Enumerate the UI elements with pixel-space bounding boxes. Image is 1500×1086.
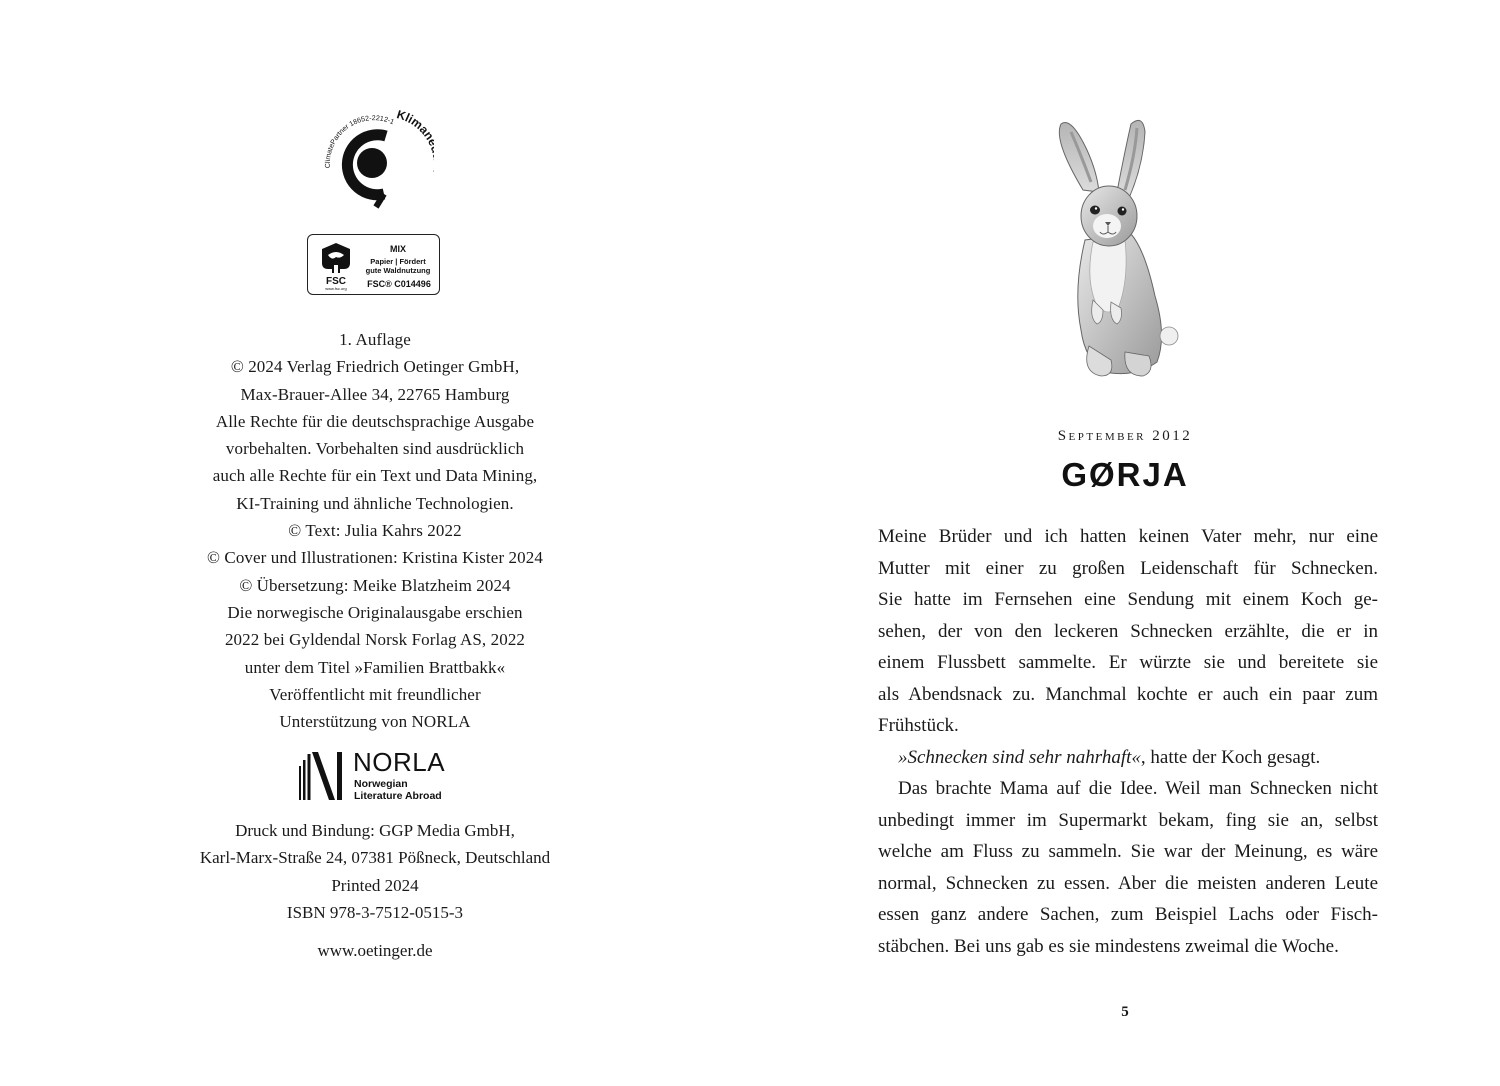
body-line: welche am Fluss zu sammeln. Sie war der Meinung, es wäre	[878, 841, 1378, 862]
rabbit-illustration-icon	[1045, 110, 1195, 384]
fsc-desc-line: Papier | Fördert	[370, 257, 426, 266]
fsc-code: FSC® C014496	[367, 279, 431, 289]
right-page	[750, 0, 1500, 1086]
body-line: normal, Schnecken zu essen. Aber die meisten anderen Leute	[878, 872, 1378, 894]
printing-line: Druck und Bindung: GGP Media GmbH,	[235, 821, 515, 840]
imprint-line: 2022 bei Gyldendal Norsk Forlag AS, 2022	[224, 630, 526, 650]
imprint-line: © Übersetzung: Meike Blatzheim 2024	[239, 575, 511, 595]
norla-mark-icon	[297, 750, 345, 802]
fsc-label	[307, 234, 440, 295]
norla-logo	[297, 748, 457, 804]
imprint-line: Alle Rechte für die deutschsprachige Ausgabe	[215, 411, 535, 431]
body-line: essen ganz andere Sachen, zum Beispiel Lachs oder Fisch-	[878, 904, 1378, 925]
body-line: Das brachte Mama auf die Idee. Weil man Schnecken nicht	[898, 778, 1378, 799]
isbn-line: ISBN 978-3-7512-0515-3	[286, 902, 464, 922]
publisher-website: www.oetinger.de	[317, 941, 433, 960]
chapter-title: GØRJA	[1061, 456, 1189, 493]
fsc-text: FSC	[326, 276, 346, 287]
norla-tagline-line: Norwegian	[354, 778, 408, 790]
svg-text:Klimaneutral	[395, 107, 434, 174]
norla-name: NORLA	[353, 747, 446, 777]
norla-tagline	[354, 778, 442, 802]
body-line: einem Flussbett sammelte. Er würzte sie und bereitete sie	[878, 652, 1378, 673]
fsc-mix: MIX	[389, 244, 406, 254]
printing-info	[100, 817, 650, 926]
imprint-line: KI-Training und ähnliche Technologien.	[236, 493, 514, 513]
imprint-line: Die norwegische Originalausgabe erschien	[227, 602, 523, 622]
climate-partner-id: ClimatePartner 18652-2212-1	[324, 115, 395, 169]
climate-neutral-label: Klima	[395, 107, 432, 137]
fsc-tree-icon	[316, 239, 356, 291]
printing-line: Printed 2024	[331, 875, 419, 895]
body-line: Meine Brüder und ich hatten keinen Vater mehr, nur eine	[878, 526, 1378, 547]
imprint-line: Veröffentlicht mit freundlicher	[269, 684, 481, 704]
imprint-line: © Text: Julia Kahrs 2022	[288, 521, 462, 541]
climate-neutral-badge	[314, 106, 434, 216]
body-line: als Abendsnack zu. Manchmal kochte er auch ein paar zum	[878, 683, 1378, 705]
fsc-url: www.fsc.org	[325, 286, 347, 291]
quote-line	[878, 742, 1378, 774]
imprint-line: Unterstützung von NORLA	[279, 712, 471, 732]
imprint-line: vorbehalten. Vorbehalten sind ausdrücklich	[225, 439, 525, 459]
climate-partner-logo-icon	[314, 106, 434, 216]
imprint	[100, 326, 650, 735]
body-line: Mutter mit einer zu großen Leidenschaft für Schnecken.	[878, 557, 1378, 579]
imprint-line: © Cover und Illustrationen: Kristina Kister 2024	[207, 548, 543, 568]
body-line: sehen, der von den leckeren Schnecken erzählte, die er in	[878, 620, 1378, 642]
imprint-line: 1. Auflage	[339, 330, 411, 349]
page-number: 5	[1121, 1004, 1129, 1020]
imprint-line: unter dem Titel »Familien Brattbakk«	[244, 657, 506, 677]
body-text	[878, 521, 1378, 962]
fsc-desc-line: gute Waldnutzung	[365, 266, 431, 275]
body-line: Frühstück.	[878, 715, 959, 736]
quote-rest: , hatte der Koch gesagt.	[1140, 746, 1321, 768]
body-line: unbedingt immer im Supermarkt bekam, fing sie an, selbst	[878, 809, 1378, 831]
chapter-date: September 2012	[1057, 428, 1193, 444]
body-line: Sie hatte im Fernsehen eine Sendung mit einem Koch ge-	[878, 589, 1378, 610]
norla-tagline-line: Literature Abroad	[354, 790, 442, 802]
printing-line: Karl-Marx-Straße 24, 07381 Pößneck, Deutschland	[199, 848, 551, 868]
imprint-line: © 2024 Verlag Friedrich Oetinger GmbH,	[230, 357, 520, 377]
fsc-description	[360, 257, 436, 275]
imprint-line: Max-Brauer-Allee 34, 22765 Hamburg	[240, 384, 510, 404]
body-line: stäbchen. Bei uns gab es sie mindestens zweimal die Woche.	[878, 935, 1339, 957]
quote-italic: »Schnecken sind sehr nahrhaft«	[898, 746, 1141, 768]
imprint-line: auch alle Rechte für ein Text und Data Mining,	[212, 466, 538, 486]
